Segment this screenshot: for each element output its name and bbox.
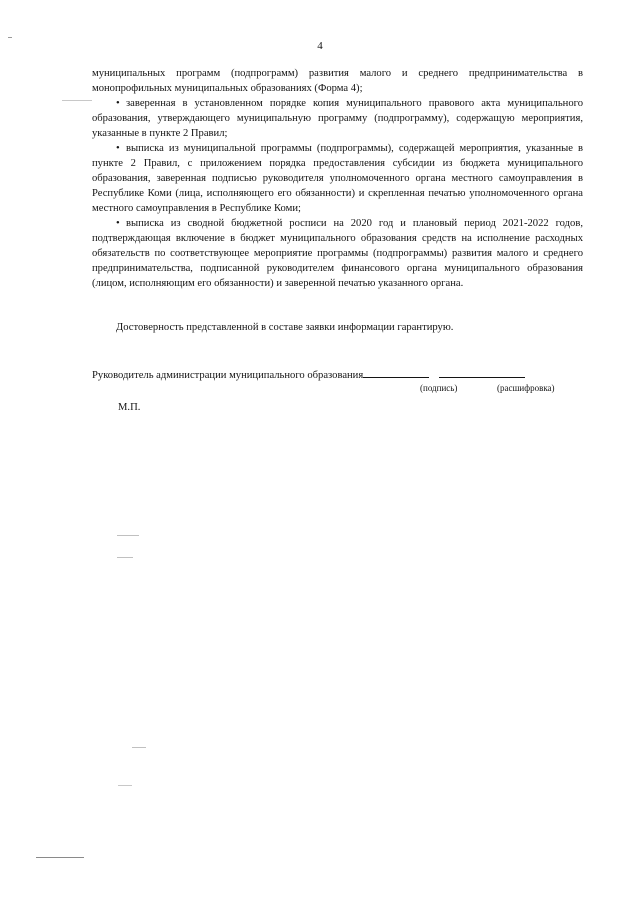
- paragraph-continuation: муниципальных программ (подпрограмм) развития малого и среднего предпринимательства в монопрофильных муниципальных образованиях (Форма 4);: [92, 68, 583, 94]
- signature-field: [363, 366, 429, 378]
- signature-block: [92, 366, 582, 395]
- scan-artifact: [36, 857, 84, 858]
- page-number: 4: [317, 40, 323, 52]
- list-item-text: выписка из сводной бюджетной росписи на 2020 год и плановый период 2021-2022 годов, подтверждающая включение в бюджет муниципального образования средств на исполнение расходных обязательств по соответствующее мероприятие программы (подпрограммы) развития малого и среднего предпринимательства, подписанной руководителем финансового органа муниципального образования (лицом, исполняющим его обязанности) и заверенной печатью указанного органа.: [92, 218, 583, 289]
- name-decoding-field: [439, 366, 525, 378]
- bullet-icon: •: [116, 98, 120, 109]
- signature-line: [92, 366, 582, 381]
- list-item: [92, 216, 583, 291]
- signatory-label: Руководитель администрации муниципального образования: [92, 370, 364, 381]
- scan-artifact: [118, 785, 132, 786]
- scan-artifact: [62, 100, 92, 101]
- assurance-statement: Достоверность представленной в составе заявки информации гарантирую.: [116, 322, 454, 333]
- seal-placeholder: М.П.: [118, 402, 141, 413]
- list-item: [92, 141, 583, 216]
- list-item: [92, 96, 583, 141]
- signature-captions: [92, 381, 582, 395]
- list-item-text: заверенная в установленном порядке копия муниципального правового акта муниципального образования, утверждающего муниципальную программу (подпрограмму), содержащую мероприятия, указанные в пункте 2 Правил;: [92, 98, 583, 139]
- decoding-caption: (расшифровка): [497, 383, 555, 393]
- signature-caption: (подпись): [420, 383, 458, 393]
- document-body: [92, 66, 583, 291]
- list-item-text: выписка из муниципальной программы (подпрограммы), содержащей мероприятия, указанные в пункте 2 Правил, с приложением порядка предоставления субсидии из бюджета муниципального образования, заверенная подписью руководителя уполномоченного органа местного самоуправления в Республике Коми (лица, исполняющего его обязанности) и скрепленная печатью уполномоченного органа местного самоуправления в Республике Коми;: [92, 143, 583, 214]
- scan-artifact: [117, 535, 139, 536]
- bullet-icon: •: [116, 143, 120, 154]
- scan-artifact: [117, 557, 133, 558]
- scan-artifact: [8, 37, 12, 38]
- scan-artifact: [132, 747, 146, 748]
- bullet-icon: •: [116, 218, 120, 229]
